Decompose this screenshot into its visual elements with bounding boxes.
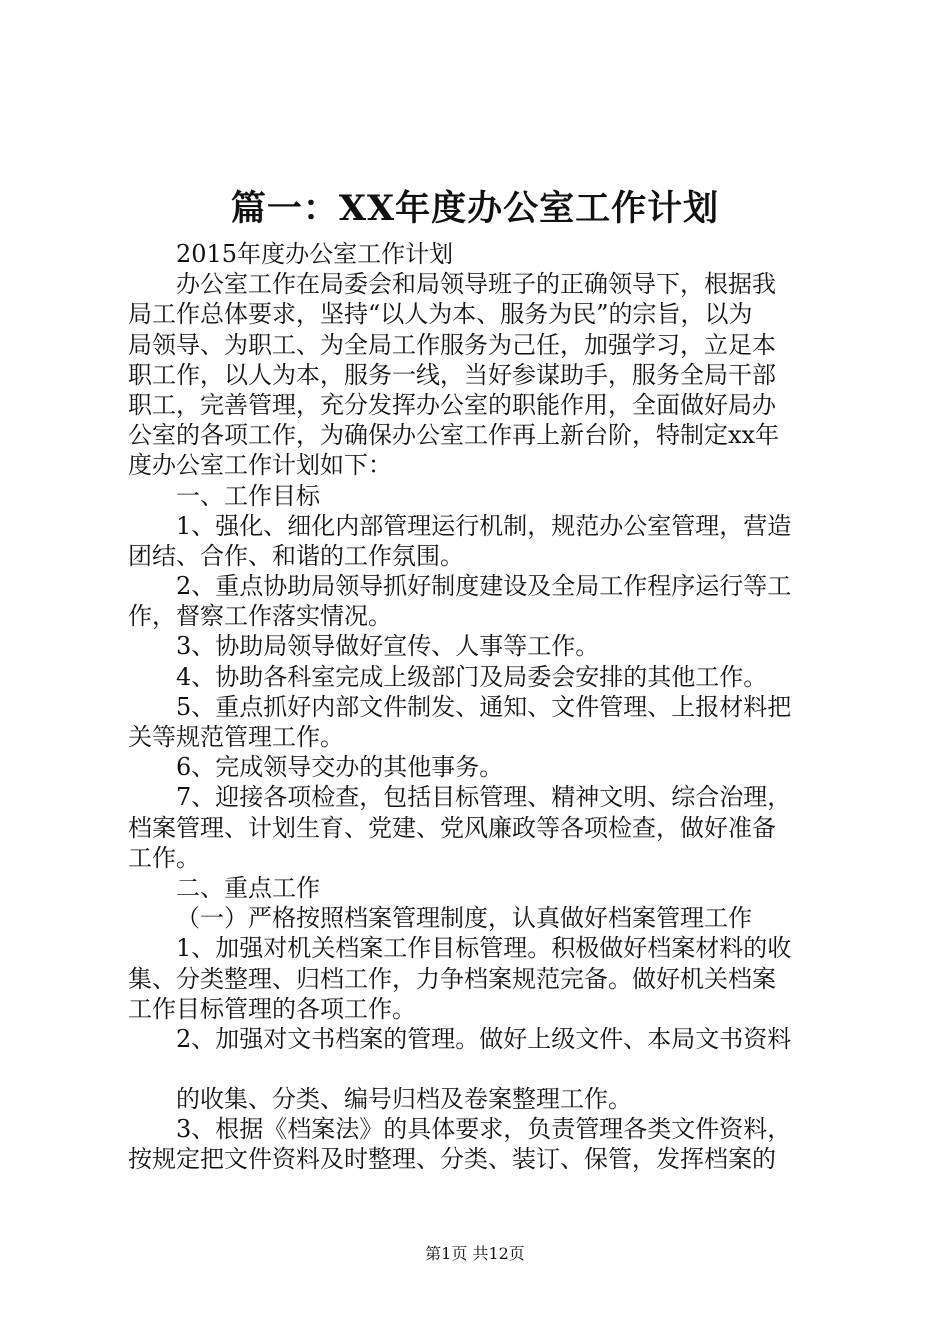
text-line: 1、强化、细化内部管理运行机制，规范办公室管理，营造 — [176, 511, 792, 540]
text-line: 团结、合作、和谐的工作氛围。 — [128, 541, 464, 570]
document-body — [128, 239, 832, 1175]
text-line: 1、加强对机关档案工作目标管理。积极做好档案材料的收 — [176, 934, 792, 963]
text-line: 7、迎接各项检查，包括目标管理、精神文明、综合治理， — [176, 783, 792, 812]
text-line: 职工作，以人为本，服务一线，当好参谋助手，服务全局干部 — [128, 360, 776, 389]
text-line: 工作目标管理的各项工作。 — [128, 994, 416, 1023]
text-line: 3、协助局领导做好宣传、人事等工作。 — [176, 632, 600, 661]
text-line: 工作。 — [128, 843, 200, 872]
text-line: 局领导、为职工、为全局工作服务为己任，加强学习，立足本 — [128, 330, 776, 359]
text-line: 二、重点工作 — [176, 873, 320, 902]
page-gap — [128, 1054, 832, 1084]
text-line: 4、协助各科室完成上级部门及局委会安排的其他工作。 — [176, 662, 768, 691]
text-line: 的收集、分类、编号归档及卷案整理工作。 — [176, 1085, 632, 1114]
text-line: 局工作总体要求，坚持“以人为本、服务为民”的宗旨，以为 — [128, 300, 753, 329]
text-line: 2015年度办公室工作计划 — [176, 240, 454, 268]
text-line: 作，督察工作落实情况。 — [128, 602, 392, 631]
text-line: 公室的各项工作，为确保办公室工作再上新台阶，特制定xx年 — [128, 421, 780, 450]
text-line: 2、加强对文书档案的管理。做好上级文件、本局文书资料 — [176, 1024, 792, 1053]
text-line: 3、根据《档案法》的具体要求，负责管理各类文件资料， — [176, 1115, 792, 1144]
text-line: 度办公室工作计划如下： — [128, 451, 392, 480]
text-line: 按规定把文件资料及时整理、分类、装订、保管，发挥档案的 — [128, 1145, 776, 1174]
text-line: （一）严格按照档案管理制度，认真做好档案管理工作 — [176, 904, 752, 933]
text-line: 5、重点抓好内部文件制发、通知、文件管理、上报材料把 — [176, 692, 792, 721]
paragraph-block — [128, 239, 832, 1054]
text-line: 职工，完善管理，充分发挥办公室的职能作用，全面做好局办 — [128, 390, 776, 419]
text-line: 档案管理、计划生育、党建、党风廉政等各项检查，做好准备 — [128, 813, 776, 842]
text-line: 办公室工作在局委会和局领导班子的正确领导下，根据我 — [176, 270, 776, 299]
page-footer: 第1页 共12页 — [425, 1244, 525, 1263]
text-line: 一、工作目标 — [176, 481, 320, 510]
text-line: 集、分类整理、归档工作，力争档案规范完备。做好机关档案 — [128, 964, 776, 993]
page-title: 篇一：XX年度办公室工作计划 — [230, 188, 720, 229]
text-line: 关等规范管理工作。 — [128, 723, 344, 751]
text-line: 6、完成领导交办的其他事务。 — [176, 753, 504, 782]
text-line: 2、重点协助局领导抓好制度建设及全局工作程序运行等工 — [176, 572, 792, 601]
continuation-block — [128, 1084, 832, 1175]
